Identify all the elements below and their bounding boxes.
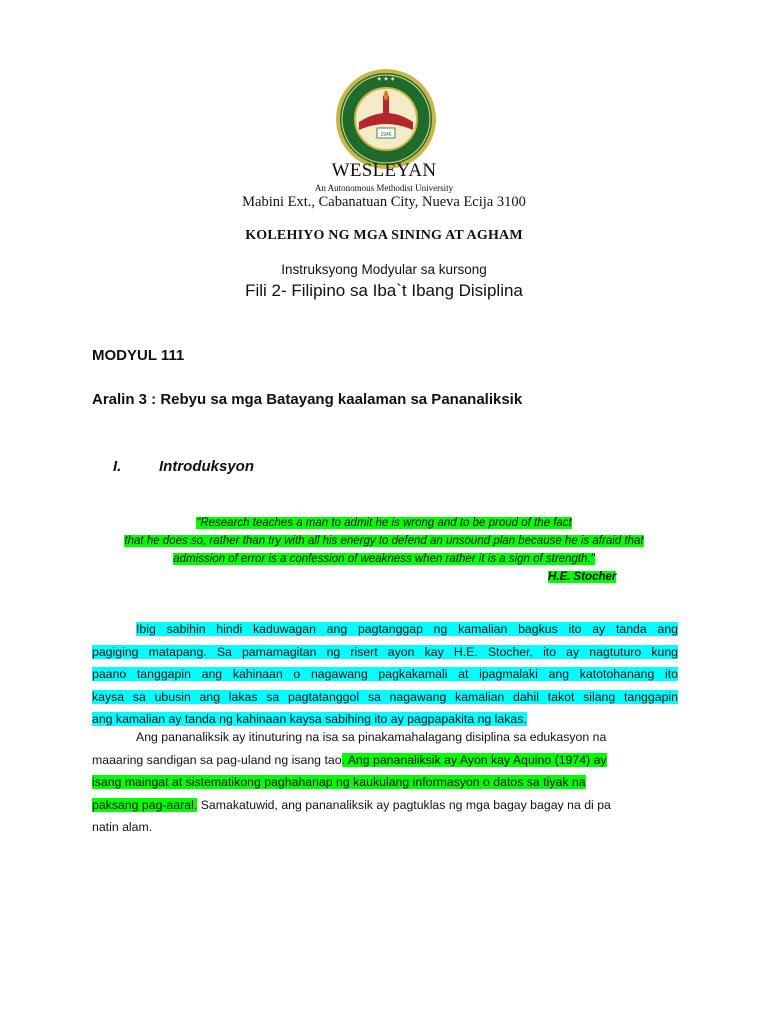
- paragraph-line: kaysa sa ubusin ang lakas sa pagtatanggol sa nagawang kamalian dahil takot silang tanggapin: [92, 689, 678, 704]
- university-seal-logo: [335, 68, 437, 170]
- paragraph-line: natin alam.: [92, 820, 153, 835]
- section-title: Introduksyon: [159, 458, 255, 475]
- paragraph-line: paksang pag-aaral. Samakatuwid, ang pananaliksik ay pagtuklas ng mga bagay bagay na di pa: [92, 797, 611, 812]
- paragraph-2: [92, 726, 678, 839]
- paragraph-line: Ang pananaliksik ay itinuturing na isa sa pinakamahalagang disiplina sa edukasyon na: [136, 730, 607, 744]
- university-name: WESLEYAN: [331, 160, 437, 181]
- college-name: KOLEHIYO NG MGA SINING AT AGHAM: [245, 228, 523, 243]
- module-title: MODYUL 111: [92, 347, 185, 364]
- svg-text:1946: 1946: [380, 132, 392, 138]
- instruction-line: Instruksyong Modyular sa kursong: [281, 262, 487, 277]
- quote-line-2: that he does so, rather than try with all his energy to defend an unsound plan because he is afraid that: [124, 535, 644, 547]
- quote-line-1: "Research teaches a man to admit he is wrong and to be proud of the fact: [196, 517, 572, 529]
- quote-author: H.E. Stocher: [548, 571, 617, 583]
- paragraph-line: maaaring sandigan sa pag-uland ng isang tao. Ang pananaliksik ay Ayon kay Aquino (1974) ay: [92, 752, 607, 767]
- lesson-title: Aralin 3 : Rebyu sa mga Batayang kaalaman sa Pananaliksik: [92, 391, 523, 408]
- paragraph-line: ang kamalian ay tanda ng kahinaan kaysa sabihing ito ay pagpapakita ng lakas.: [92, 712, 527, 727]
- paragraph-1: [92, 618, 678, 731]
- paragraph-line: isang maingat at sistematikong paghahanap ng kaukulang informasyon o datos sa tiyak na: [92, 775, 586, 790]
- university-address: Mabini Ext., Cabanatuan City, Nueva Ecija 3100: [242, 194, 526, 210]
- university-tagline: An Autonomous Methodist University: [314, 183, 454, 193]
- quote-line-3: admission of error is a confession of weakness when rather it is a sign of strength.": [173, 553, 595, 565]
- course-title: Fili 2- Filipino sa Iba`t Ibang Disiplina: [245, 281, 523, 300]
- paragraph-line: Ibig sabihin hindi kaduwagan ang pagtanggap ng kamalian bagkus ito ay tanda ang: [136, 622, 678, 636]
- svg-text:✦ ✦ ✦: ✦ ✦ ✦: [376, 77, 396, 83]
- paragraph-line: paano tanggapin ang kahinaan o nagawang pagkakamali at ipagmalaki ang katotohanang ito: [92, 667, 678, 682]
- section-number: I.: [113, 458, 122, 475]
- paragraph-line: pagiging matapang. Sa pamamagitan ng risert ayon kay H.E. Stocher, ito ay nagtuturo kung: [92, 644, 678, 659]
